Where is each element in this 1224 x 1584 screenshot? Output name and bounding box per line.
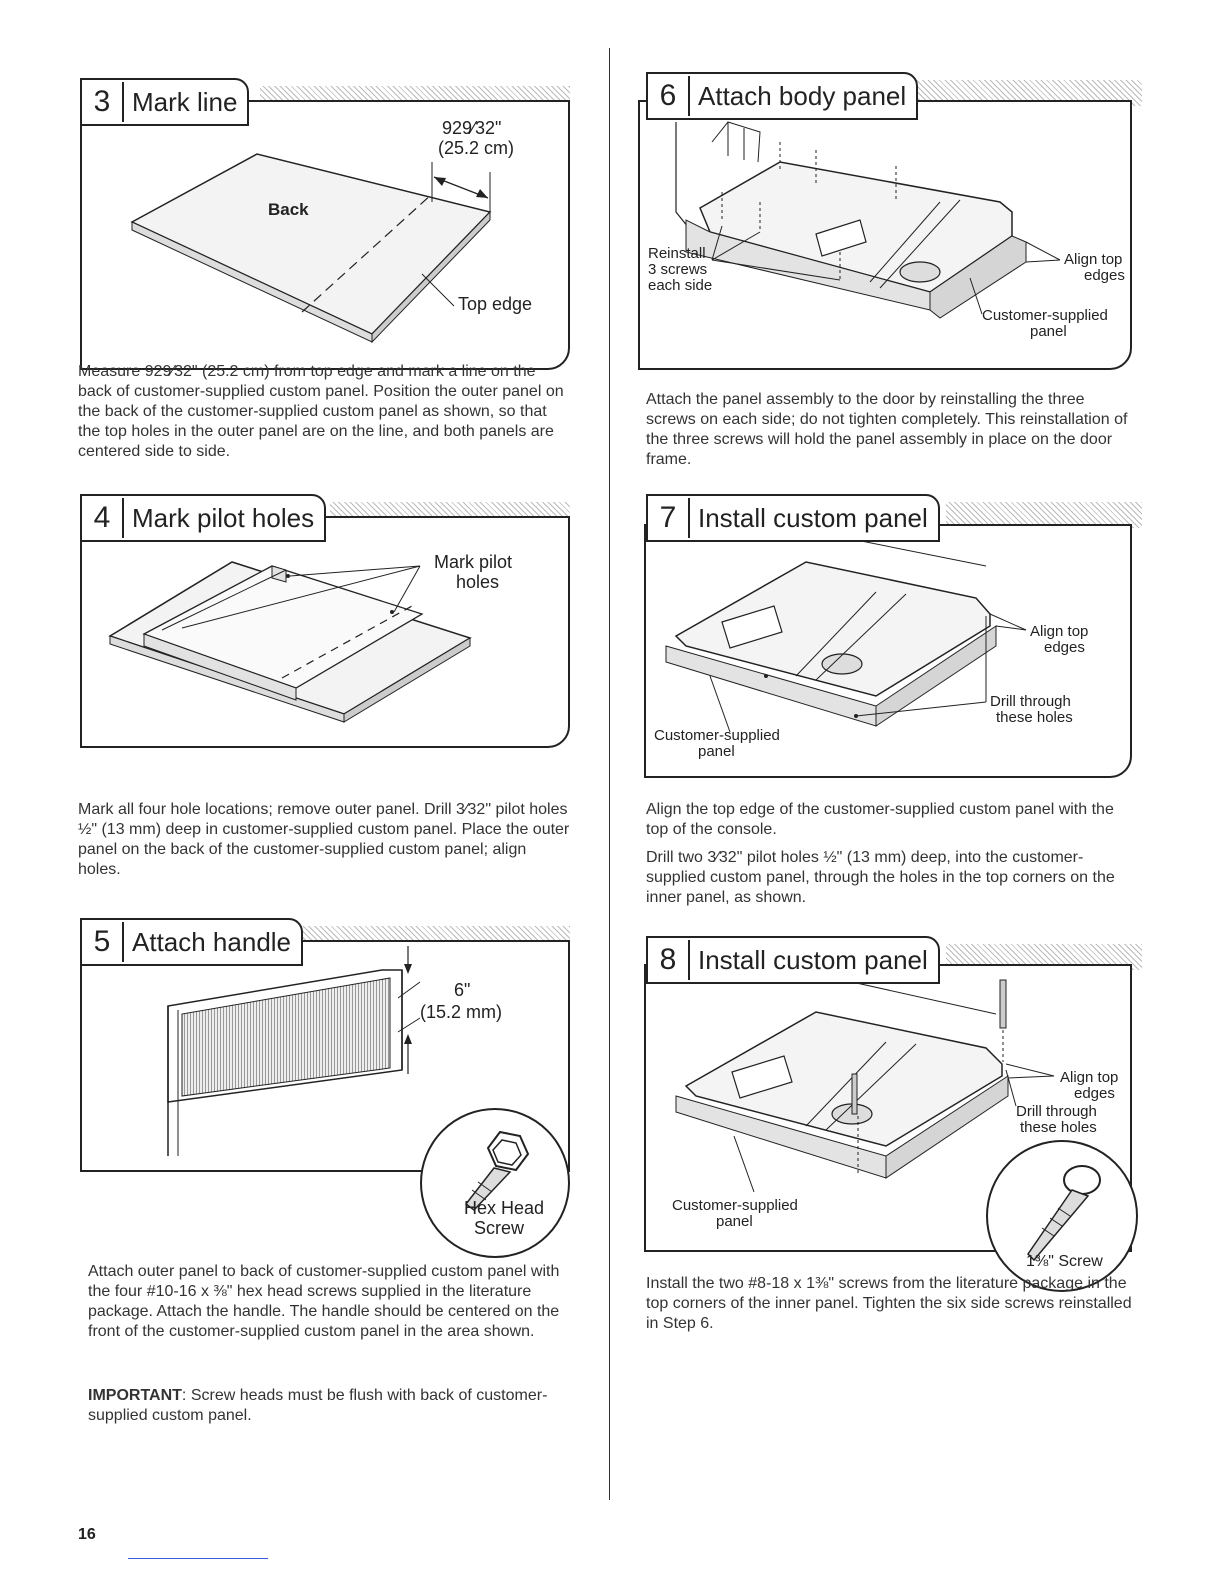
drill-through-label-2: these holes xyxy=(996,709,1073,726)
step-8-header xyxy=(646,936,940,984)
step-5-important xyxy=(88,1386,572,1426)
align-top-label-2: edges xyxy=(1044,639,1085,656)
step-7-illustration xyxy=(644,524,1132,778)
step-3-header xyxy=(80,78,249,126)
align-top-label-2: edges xyxy=(1074,1085,1115,1102)
drill-through-label-1: Drill through xyxy=(990,693,1071,710)
reinstall-label-3: each side xyxy=(648,277,713,294)
customer-panel-label-1: Customer-supplied xyxy=(672,1197,798,1214)
page-number: 16 xyxy=(78,1526,96,1543)
step-5-title: Attach handle xyxy=(132,926,292,957)
reinstall-label-1: Reinstall xyxy=(648,245,706,262)
mark-pilot-label-1: Mark pilot xyxy=(434,552,513,572)
important-label: IMPORTANT xyxy=(88,1387,182,1404)
step-7-number: 7 xyxy=(648,498,690,538)
important-text: : Screw heads must be flush with back of customer-supplied custom panel. xyxy=(88,1387,548,1424)
drill-through-label-1: Drill through xyxy=(1016,1103,1097,1120)
align-top-label-1: Align top xyxy=(1064,251,1123,268)
drill-through-label-2: these holes xyxy=(1020,1119,1097,1136)
customer-panel-label-2: panel xyxy=(716,1213,753,1230)
step-6 xyxy=(646,72,1142,370)
step-4-number: 4 xyxy=(82,498,124,538)
handle-dimension-mm: (15.2 mm) xyxy=(420,1002,503,1022)
step-4 xyxy=(80,494,570,746)
customer-panel-label-1: Customer-supplied xyxy=(654,727,780,744)
step-4-title: Mark pilot holes xyxy=(132,502,315,533)
step-6-number: 6 xyxy=(648,76,690,116)
step-7-text-2: Drill two 3⁄32" pilot holes ½" (13 mm) deep, into the customer-supplied custom panel, through the holes in the top corners on the inner panel, as shown. xyxy=(646,849,1115,906)
customer-panel-label-1: Customer-supplied xyxy=(982,307,1108,324)
customer-panel-label-2: panel xyxy=(698,743,735,760)
step-8-number: 8 xyxy=(648,940,690,980)
step-5 xyxy=(80,918,580,1248)
screw-label: 1⅜" Screw xyxy=(1026,1253,1103,1270)
dimension-cm: (25.2 cm) xyxy=(438,138,515,158)
step-4-header xyxy=(80,494,326,542)
step-6-text: Attach the panel assembly to the door by reinstalling the three screws on each side; do not tighten completely. This reinstallation of the three screws will hold the panel assembly in place on the door frame. xyxy=(646,391,1128,468)
step-8-text: Install the two #8-18 x 1⅜" screws from the literature package in the top corners of the inner panel. Tighten the six side screws reinstalled in Step 6. xyxy=(646,1275,1132,1332)
dimension-fraction: 929⁄32" xyxy=(442,118,502,138)
mark-pilot-label-2: holes xyxy=(456,572,500,592)
step-3-number: 3 xyxy=(82,82,124,122)
step-3-text: Measure 929⁄32" (25.2 cm) from top edge and mark a line on the back of customer-supplied custom panel. Position the outer panel on the back of the customer-supplied custom panel as shown, so that the top holes in the outer panel are on the line, and both panels are centered side to side. xyxy=(78,363,564,460)
step-8 xyxy=(646,936,1142,1270)
step-6-title: Attach body panel xyxy=(698,80,907,111)
step-4-illustration xyxy=(80,516,570,748)
step-7-header xyxy=(646,494,940,542)
footer-line xyxy=(128,1558,268,1559)
step-3-illustration xyxy=(80,100,570,370)
column-divider xyxy=(609,48,610,1500)
step-5-text: Attach outer panel to back of customer-supplied custom panel with the four #10-16 x ⅜" hex head screws supplied in the literature package. Attach the handle. The handle should be centered on the front of the customer-supplied custom panel in the area shown. xyxy=(88,1263,560,1340)
step-6-header xyxy=(646,72,918,120)
customer-panel-label-2: panel xyxy=(1030,323,1067,340)
top-edge-label: Top edge xyxy=(458,294,533,314)
step-3 xyxy=(80,78,570,368)
step-4-text: Mark all four hole locations; remove outer panel. Drill 3⁄32" pilot holes ½" (13 mm) deep in customer-supplied custom panel. Place the outer panel on the back of the customer-supplied custom panel; align holes. xyxy=(78,801,570,878)
align-top-label-1: Align top xyxy=(1060,1069,1119,1086)
hex-head-label-2: Screw xyxy=(474,1218,525,1238)
step-7-text-1: Align the top edge of the customer-supplied custom panel with the top of the console. xyxy=(646,801,1114,838)
back-label: Back xyxy=(268,200,309,219)
step-7-title: Install custom panel xyxy=(698,502,928,533)
step-5-header xyxy=(80,918,303,966)
hex-head-screw-callout xyxy=(420,1108,570,1258)
step-8-title: Install custom panel xyxy=(698,944,928,975)
align-top-label-2: edges xyxy=(1084,267,1125,284)
hex-head-label-1: Hex Head xyxy=(464,1198,545,1218)
screw-callout xyxy=(986,1140,1138,1292)
step-3-title: Mark line xyxy=(132,86,238,117)
handle-dimension-in: 6" xyxy=(454,980,471,1000)
step-5-number: 5 xyxy=(82,922,124,962)
step-6-illustration xyxy=(638,100,1132,370)
step-7 xyxy=(646,494,1142,776)
align-top-label-1: Align top xyxy=(1030,623,1089,640)
reinstall-label-2: 3 screws xyxy=(648,261,708,278)
